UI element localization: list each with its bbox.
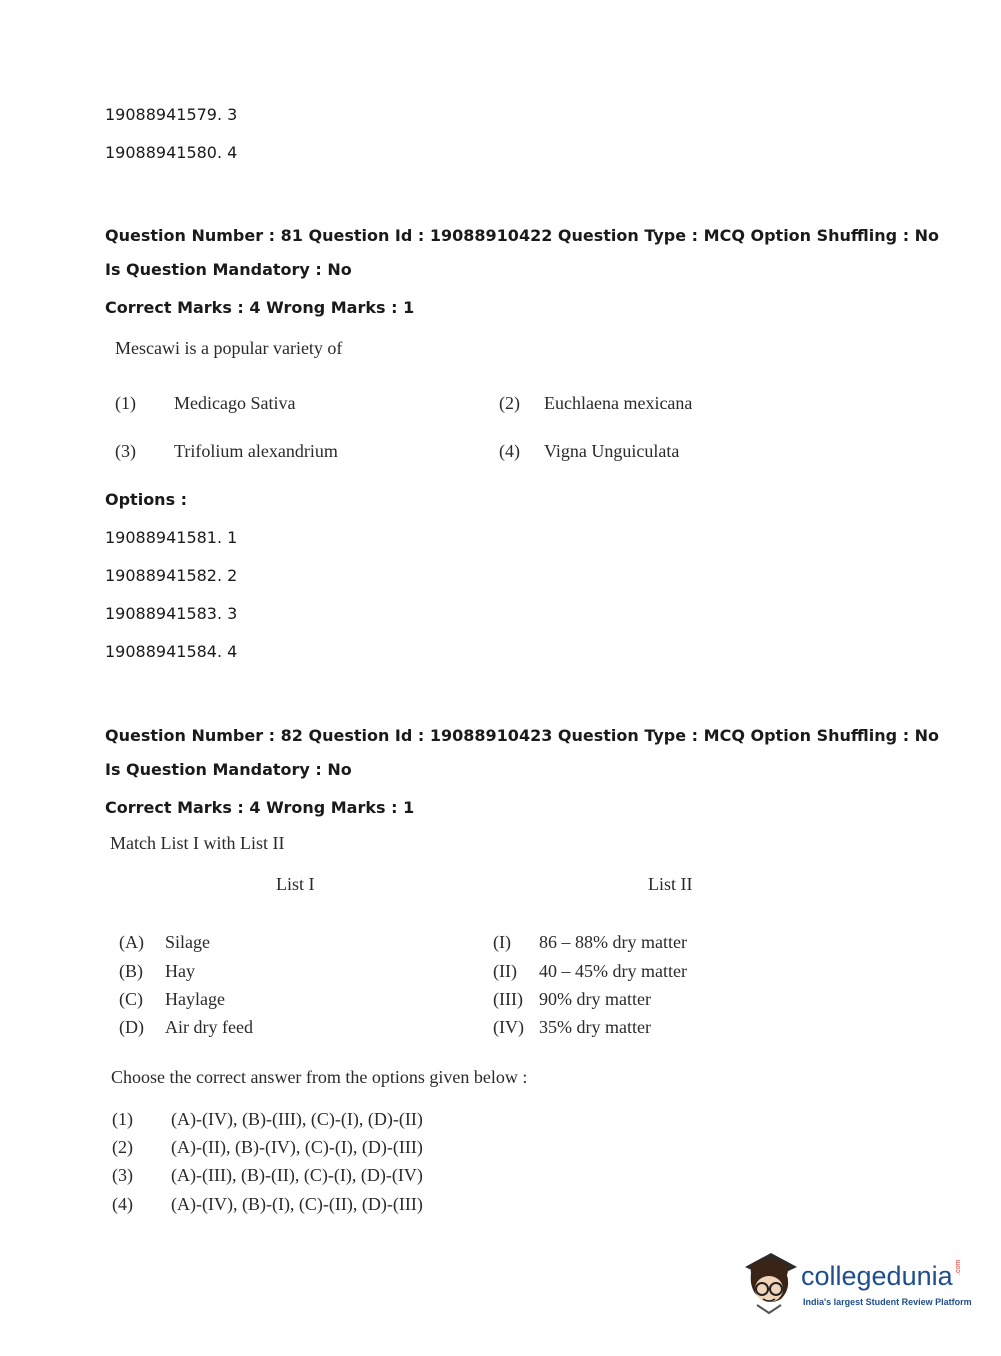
q81-option: 19088941582. 2	[105, 566, 238, 585]
mascot-icon	[741, 1249, 799, 1315]
q82-answer-num: (3)	[112, 1165, 133, 1185]
q82-answer-text: (A)-(III), (B)-(II), (C)-(I), (D)-(IV)	[171, 1165, 423, 1185]
list1-item: Haylage	[165, 989, 225, 1009]
list2-key: (III)	[493, 989, 523, 1009]
q82-answer-text: (A)-(IV), (B)-(III), (C)-(I), (D)-(II)	[171, 1109, 423, 1129]
q81-marks: Correct Marks : 4 Wrong Marks : 1	[105, 298, 415, 317]
list1-key: (C)	[119, 989, 143, 1009]
q82-answer-text: (A)-(II), (B)-(IV), (C)-(I), (D)-(III)	[171, 1137, 423, 1157]
q81-choice-num: (1)	[115, 393, 136, 413]
q82-mandatory: Is Question Mandatory : No	[105, 760, 352, 779]
list2-key: (II)	[493, 961, 517, 981]
logo-suffix: .com	[955, 1259, 962, 1275]
list1-item: Air dry feed	[165, 1017, 253, 1037]
list2-key: (IV)	[493, 1017, 524, 1037]
q82-stem: Match List I with List II	[110, 833, 285, 853]
q81-stem: Mescawi is a popular variety of	[115, 338, 343, 358]
q81-choice-text: Euchlaena mexicana	[544, 393, 693, 413]
q82-answer-num: (1)	[112, 1109, 133, 1129]
prev-option-4: 19088941580. 4	[105, 143, 238, 162]
q82-answer-num: (2)	[112, 1137, 133, 1157]
q81-options-label: Options :	[105, 490, 188, 509]
q82-answer-text: (A)-(IV), (B)-(I), (C)-(II), (D)-(III)	[171, 1194, 423, 1214]
list1-key: (A)	[119, 932, 144, 952]
prev-option-3: 19088941579. 3	[105, 105, 238, 124]
q81-choice-num: (3)	[115, 441, 136, 461]
collegedunia-logo	[741, 1249, 971, 1319]
logo-tagline: India's largest Student Review Platform	[803, 1297, 972, 1307]
q81-option: 19088941581. 1	[105, 528, 238, 547]
q82-answer-num: (4)	[112, 1194, 133, 1214]
q82-instruction: Choose the correct answer from the options given below :	[111, 1067, 528, 1087]
list1-item: Hay	[165, 961, 195, 981]
list1-key: (D)	[119, 1017, 144, 1037]
q82-header: Question Number : 82 Question Id : 19088910423 Question Type : MCQ Option Shuffling : No	[105, 726, 940, 745]
q81-option: 19088941583. 3	[105, 604, 238, 623]
q81-choice-num: (2)	[499, 393, 520, 413]
q81-mandatory: Is Question Mandatory : No	[105, 260, 352, 279]
q81-header: Question Number : 81 Question Id : 19088910422 Question Type : MCQ Option Shuffling : No	[105, 226, 940, 245]
q81-choice-text: Vigna Unguiculata	[544, 441, 680, 461]
list1-item: Silage	[165, 932, 210, 952]
list2-item: 90% dry matter	[539, 989, 651, 1009]
list2-title: List II	[648, 874, 693, 894]
list2-item: 86 – 88% dry matter	[539, 932, 687, 952]
list2-item: 35% dry matter	[539, 1017, 651, 1037]
list2-key: (I)	[493, 932, 511, 952]
logo-name: collegedunia	[801, 1261, 953, 1291]
q81-choice-num: (4)	[499, 441, 520, 461]
list2-item: 40 – 45% dry matter	[539, 961, 687, 981]
list1-title: List I	[276, 874, 315, 894]
q81-choice-text: Trifolium alexandrium	[174, 441, 338, 461]
q81-choice-text: Medicago Sativa	[174, 393, 296, 413]
list1-key: (B)	[119, 961, 143, 981]
q82-marks: Correct Marks : 4 Wrong Marks : 1	[105, 798, 415, 817]
q81-option: 19088941584. 4	[105, 642, 238, 661]
